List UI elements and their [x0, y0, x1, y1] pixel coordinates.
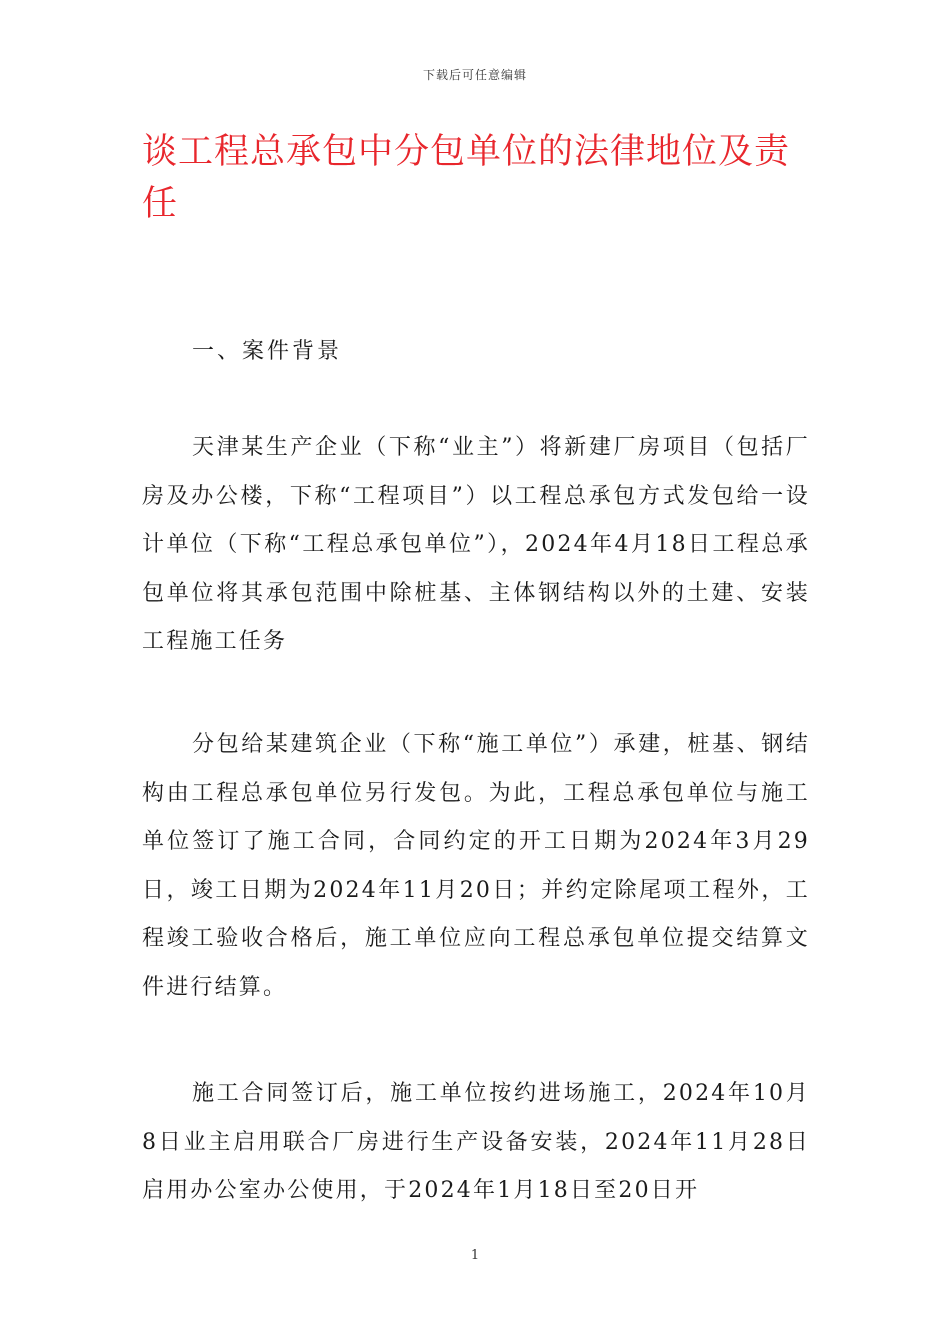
paragraph-2: 分包给某建筑企业（下称“施工单位”）承建，桩基、钢结构由工程总承包单位另行发包。为此，工程总承包单位与施工单位签订了施工合同，合同约定的开工日期为2024年3月29日，竣工日期为2024年11月20日；并约定除尾项工程外，工程竣工验收合格后，施工单位应向工程总承包单位提交结算文件进行结算。 — [142, 732, 810, 1000]
page-number: 1 — [470, 1248, 480, 1263]
paragraph-1: 天津某生产企业（下称“业主”）将新建厂房项目（包括厂房及办公楼，下称“工程项目”）以工程总承包方式发包给一设计单位（下称“工程总承包单位”），2024年4月18日工程总承包单位将其承包范围中除桩基、主体钢结构以外的土建、安装工程施工任务 — [142, 435, 810, 654]
paragraph-3: 施工合同签订后，施工单位按约进场施工，2024年10月8日业主启用联合厂房进行生产设备安装，2024年11月28日启用办公室办公使用，于2024年1月18日至20日开 — [142, 1081, 810, 1203]
section-heading: 一、案件背景 — [192, 339, 343, 364]
header-note: 下载后可任意编辑 — [422, 68, 527, 82]
document-title: 谈工程总承包中分包单位的法律地位及责任 — [142, 132, 791, 224]
